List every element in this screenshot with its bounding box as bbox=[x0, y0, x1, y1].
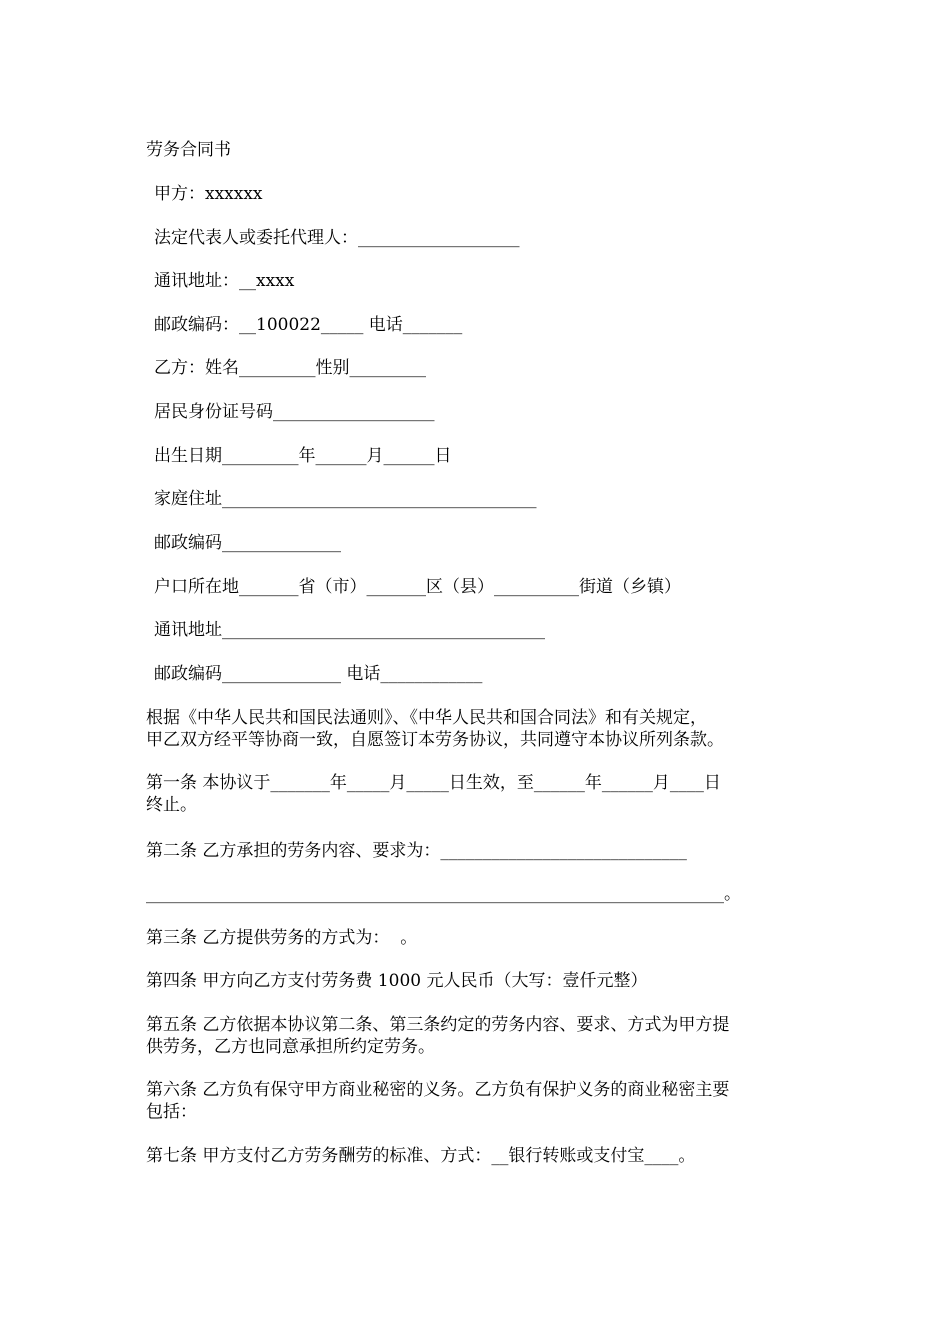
article-1-line-2: 终止。 bbox=[146, 795, 197, 815]
party-b-mailing-address-line: 通讯地址______________________________________ bbox=[154, 620, 545, 640]
article-1-line-1: 第一条 本协议于_______年_____月_____日生效，至______年______月____日 bbox=[146, 773, 721, 793]
article-5-line-2: 供劳务，乙方也同意承担所约定劳务。 bbox=[146, 1037, 435, 1057]
article-4-line: 第四条 甲方向乙方支付劳务费 1000 元人民币（大写：壹仟元整） bbox=[146, 971, 648, 991]
party-a-address-line: 通讯地址：__xxxx bbox=[154, 271, 295, 291]
article-3-line: 第三条 乙方提供劳务的方式为： 。 bbox=[146, 928, 418, 948]
article-6-line-2: 包括： bbox=[146, 1102, 197, 1122]
party-b-birthdate-line: 出生日期_________年______月______日 bbox=[154, 446, 452, 466]
representative-line: 法定代表人或委托代理人：___________________ bbox=[154, 228, 520, 248]
preamble-line-1: 根据《中华人民共和国民法通则》、《中华人民共和国合同法》和有关规定， bbox=[146, 708, 707, 728]
article-5-line-1: 第五条 乙方依据本协议第二条、第三条约定的劳务内容、要求、方式为甲方提 bbox=[146, 1015, 730, 1035]
party-b-household-line: 户口所在地_______省（市）_______区（县）__________街道（乡镇） bbox=[154, 577, 681, 597]
article-6-line-1: 第六条 乙方负有保守甲方商业秘密的义务。乙方负有保护义务的商业秘密主要 bbox=[146, 1080, 730, 1100]
party-b-postcode-phone-line: 邮政编码______________ 电话____________ bbox=[154, 664, 483, 684]
article-2-continuation: ____________________________________________________________________。 bbox=[146, 884, 741, 904]
party-b-name-line: 乙方：姓名_________性别_________ bbox=[154, 358, 426, 378]
article-7-line: 第七条 甲方支付乙方劳务酬劳的标准、方式：__银行转账或支付宝____。 bbox=[146, 1146, 696, 1166]
preamble-line-2: 甲乙双方经平等协商一致，自愿签订本劳务协议，共同遵守本协议所列条款。 bbox=[146, 730, 724, 750]
party-a-postcode-line: 邮政编码：__100022_____ 电话_______ bbox=[154, 315, 463, 335]
party-b-postcode-line: 邮政编码______________ bbox=[154, 533, 341, 553]
party-b-id-line: 居民身份证号码___________________ bbox=[154, 402, 435, 422]
document-title: 劳务合同书 bbox=[146, 140, 231, 160]
party-b-home-address-line: 家庭住址_____________________________________ bbox=[154, 489, 537, 509]
article-2-line: 第二条 乙方承担的劳务内容、要求为：_____________________________ bbox=[146, 841, 687, 861]
party-a-line: 甲方：xxxxxx bbox=[154, 184, 263, 204]
